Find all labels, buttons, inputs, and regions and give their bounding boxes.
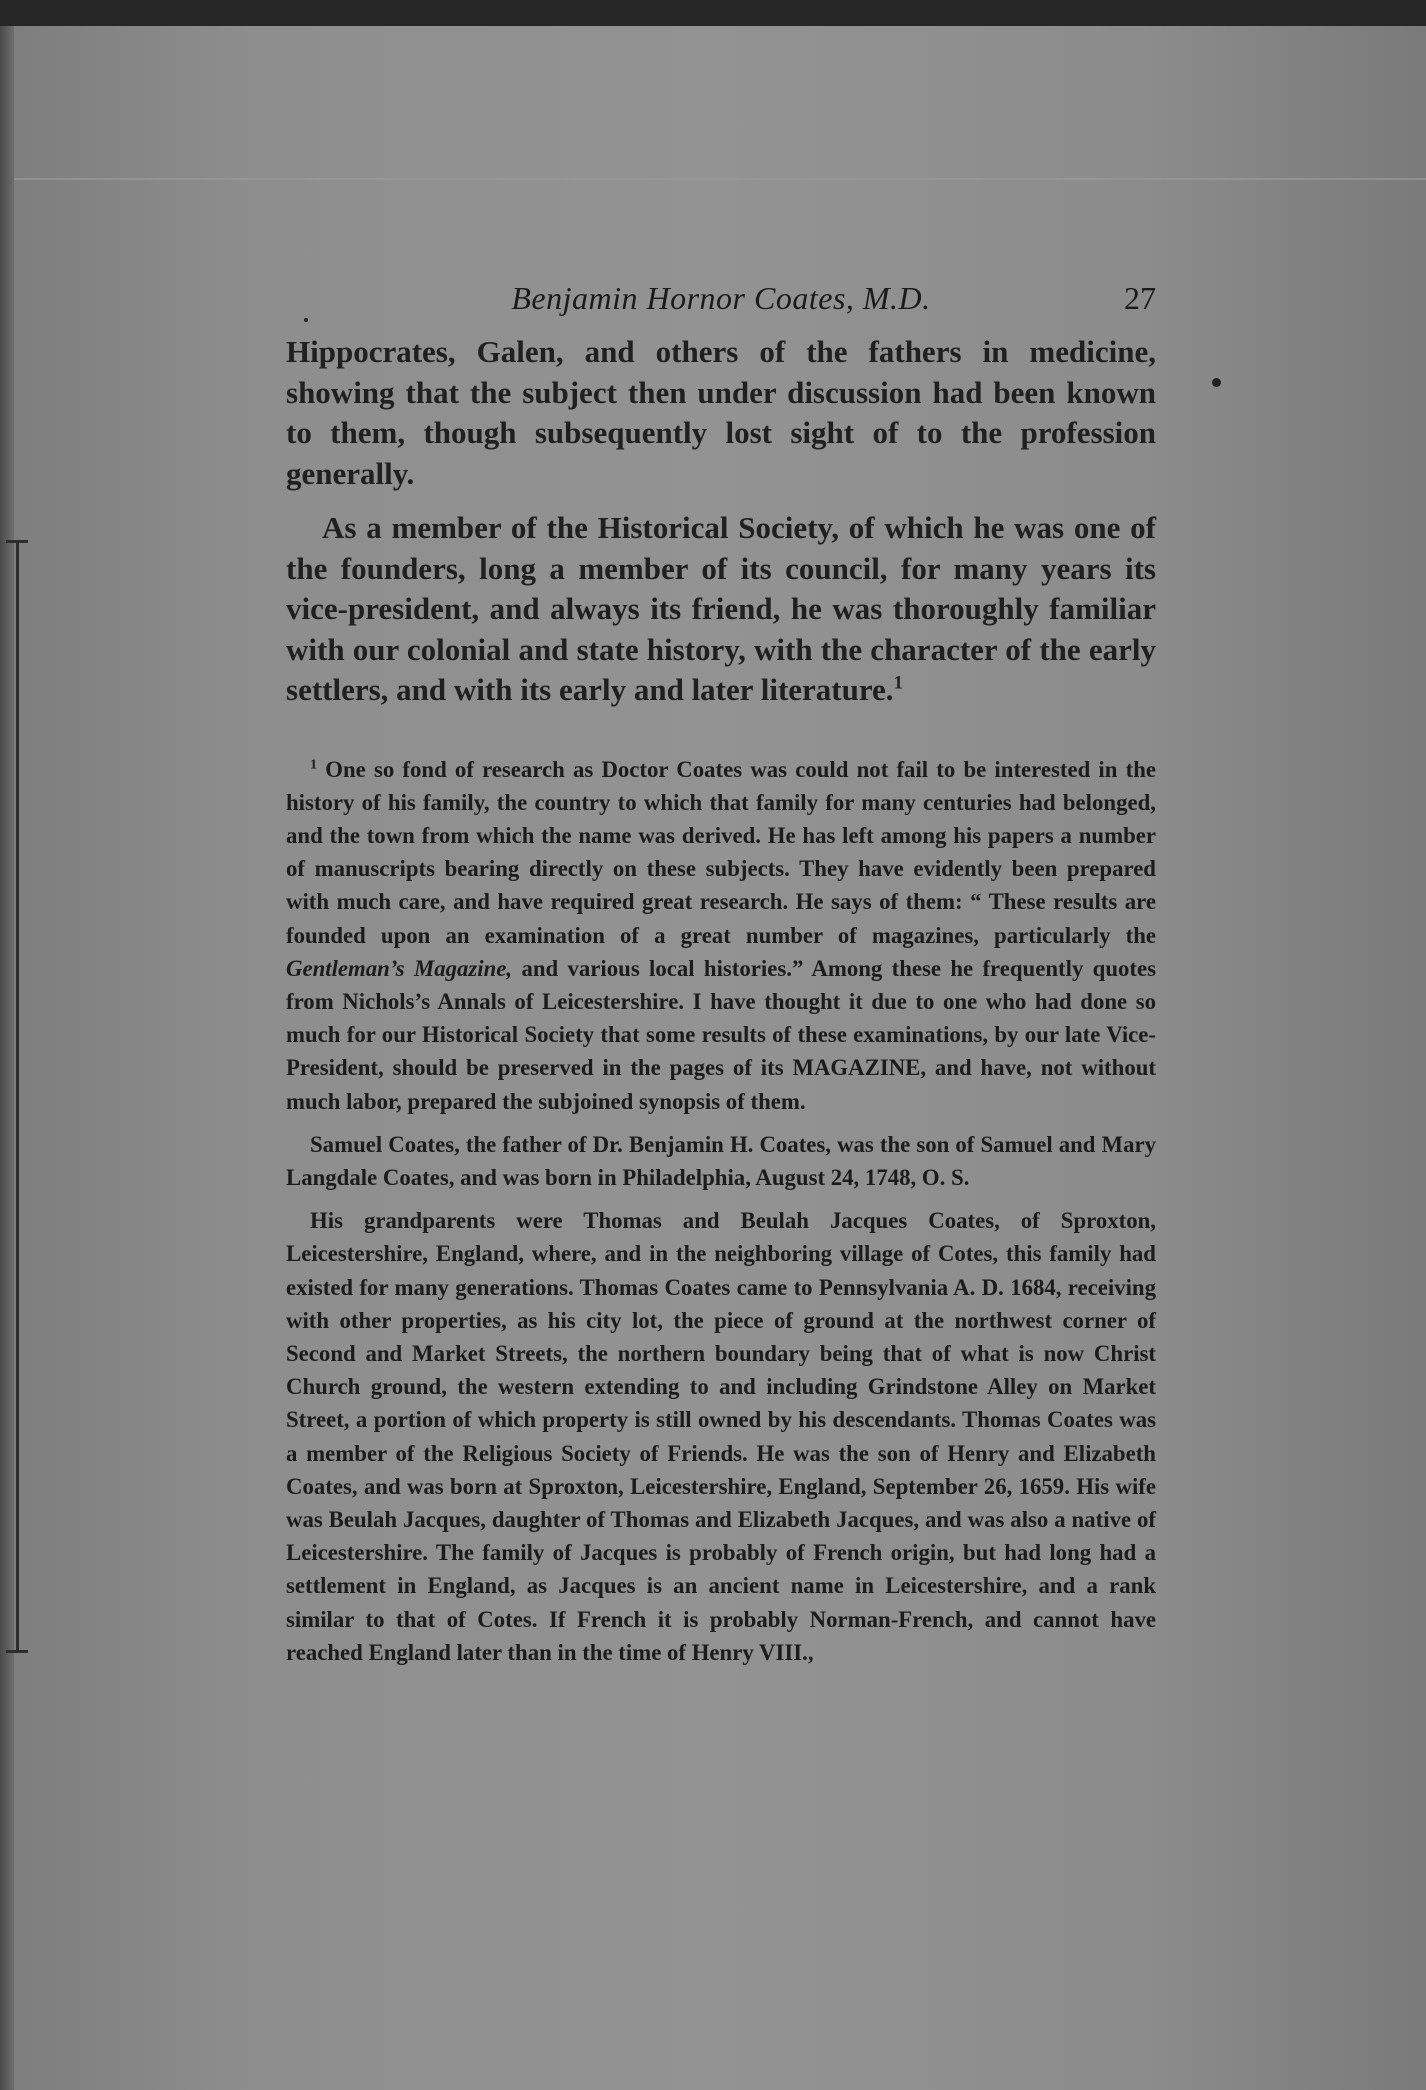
binding-tick-bottom	[6, 1650, 28, 1653]
footnote-reference: 1	[893, 672, 903, 694]
body-paragraph-2-text: As a member of the Historical Society, of which he was one of the founders, long a member of its council, for many years its vice-president, and always its friend, he was thoroughly familiar with our colonial and state history, with the character of the early settlers, and with its early and later literature.	[286, 510, 1156, 707]
footnote-paragraph-3: His grandparents were Thomas and Beulah Jacques Coates, of Sproxton, Leicestershire, England, where, and in the neighboring village of Cotes, this family had existed for many generations. Thomas Coates came to Pennsylvania A. D. 1684, receiving with other properties, as his city lot, the piece of ground at the northwest corner of Second and Market Streets, the northern boundary being that of what is now Christ Church ground, the western extending to and including Grindstone Alley on Market Street, a portion of which property is still owned by his descendants. Thomas Coates was a member of the Religious Society of Friends. He was the son of Henry and Elizabeth Coates, and was born at Sproxton, Leicestershire, England, September 26, 1659. His wife was Beulah Jacques, daughter of Thomas and Elizabeth Jacques, and was also a native of Leicestershire. The family of Jacques is probably of French origin, but had long had a settlement in England, as Jacques is an ancient name in Leicestershire, and a rank similar to that of Cotes. If French it is probably Norman-French, and cannot have reached England later than in the time of Henry VIII.,	[286, 1208, 1156, 1665]
binding-tick-top	[6, 540, 28, 543]
body-paragraph-1: Hippocrates, Galen, and others of the fathers in medicine, showing that the subject then under discussion had been known to them, though subsequently lost sight of to the profession generally.	[286, 334, 1156, 491]
footnote-paragraph-1	[286, 753, 1156, 1118]
footnote-block	[286, 753, 1156, 1669]
page-number: 27	[1124, 280, 1156, 316]
page-content	[286, 280, 1156, 1669]
footnote-text-part-2: and various local histories.” Among these he frequently quotes from Nichols’s Annals of Leicestershire. I have thought it due to one who had done so much for our Historical Society that some results of these examinations, by our late Vice-President, should be preserved in the pages of its MAGAZINE, and have, not without much labor, prepared the subjoined synopsis of them.	[286, 955, 1156, 1114]
running-header	[286, 280, 1156, 326]
ink-speck	[1212, 378, 1221, 387]
scan-top-border	[0, 0, 1426, 26]
running-title: Benjamin Hornor Coates, M.D.	[511, 280, 931, 316]
footnote-paragraph-2: Samuel Coates, the father of Dr. Benjamin H. Coates, was the son of Samuel and Mary Langdale Coates, and was born in Philadelphia, August 24, 1748, O. S.	[286, 1131, 1156, 1190]
footnote-italic-title: Gentleman’s Magazine,	[286, 955, 513, 981]
footnote-text-part-1: One so fond of research as Doctor Coates was could not fail to be interested in the history of his family, the country to which that family for many centuries had belonged, and the town from which the name was derived. He has left among his papers a number of manuscripts bearing directly on these subjects. They have evidently been prepared with much care, and have required great research. He says of them: “ These results are founded upon an examination of a great number of magazines, particularly the	[286, 756, 1157, 948]
binding-mark	[16, 540, 19, 1650]
scan-artifact-line	[14, 178, 1426, 180]
body-paragraph-2	[286, 508, 1156, 711]
footnote-marker: 1	[310, 755, 318, 772]
scan-left-margin	[0, 26, 14, 2090]
